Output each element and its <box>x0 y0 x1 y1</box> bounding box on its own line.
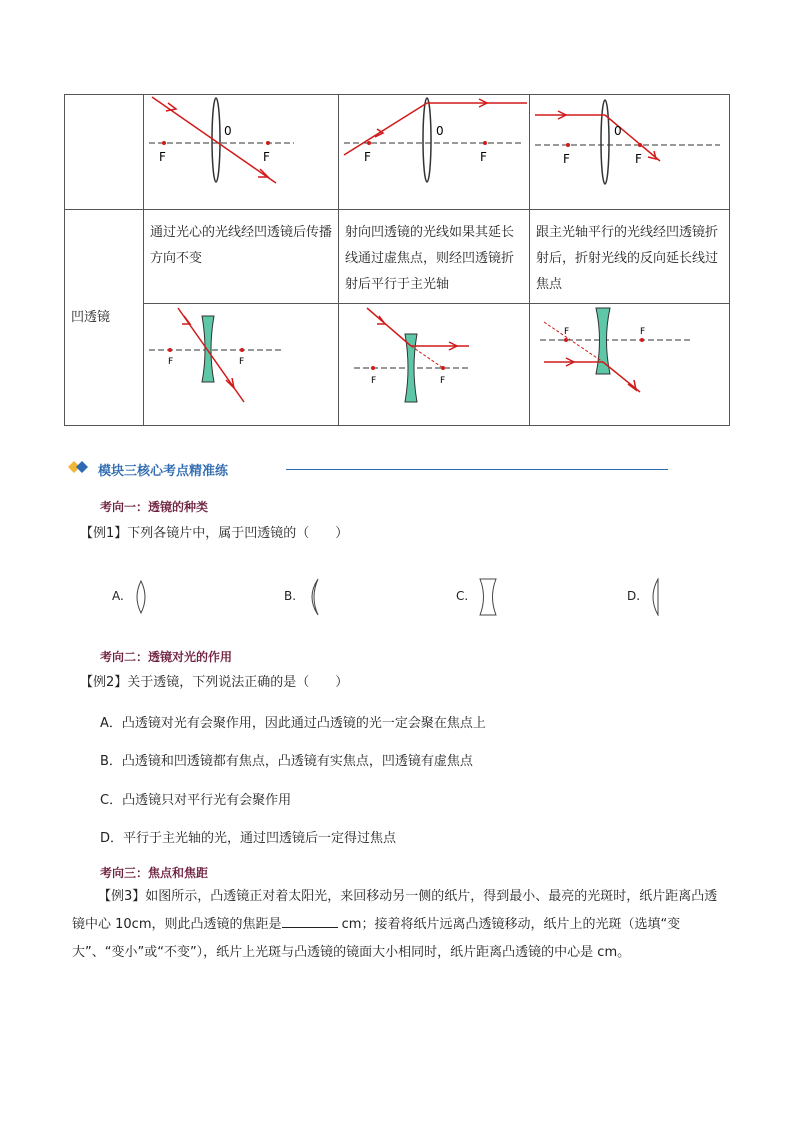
answer-blank[interactable] <box>282 915 338 928</box>
option-label-c: C. <box>456 589 469 603</box>
diamond-icon <box>68 461 92 477</box>
optical-center-label: 0 <box>224 124 232 138</box>
concave-diagram-focus <box>339 304 530 426</box>
section-title: 模块三核心考点精准练 <box>98 464 229 479</box>
meniscus-lens-shape <box>304 578 322 616</box>
lens-rules-table <box>64 94 730 426</box>
planoconvex-lens-shape <box>648 578 662 616</box>
question-3 <box>72 883 728 967</box>
concave-parallel-ray-svg <box>530 304 730 424</box>
question-1: 【例1】下列各镜片中，属于凹透镜的（ ） <box>80 526 349 541</box>
topic-heading-1: 考向一：透镜的种类 <box>100 500 209 514</box>
topic-heading-3: 考向三：焦点和焦距 <box>100 866 209 880</box>
option-2b: B．凸透镜和凹透镜都有焦点，凸透镜有实焦点，凹透镜有虚焦点 <box>100 754 473 769</box>
option-2c: C．凸透镜只对平行光有会聚作用 <box>100 793 292 808</box>
focus-label: F <box>563 152 570 166</box>
question-3-part2: cm；接着将纸片远离凸透镜移动，纸片上的光斑（选填“变大”、“变小”或“不变”），纸片上光斑与凸透镜的镜面大小相同时，纸片距离凸透镜的中心是 cm。 <box>72 917 681 960</box>
focus-label: F <box>239 357 245 367</box>
concave-rule-1: 通过光心的光线经凹透镜后传播方向不变 <box>144 210 339 304</box>
option-label-a: A. <box>112 589 124 603</box>
row-header-concave: 凹透镜 <box>65 210 144 426</box>
convex-diagram-parallel <box>530 95 730 210</box>
focus-label: F <box>168 357 174 367</box>
section-header <box>68 456 608 482</box>
option-2d: D．平行于主光轴的光，通过凹透镜后一定得过焦点 <box>100 831 397 846</box>
focus-label: F <box>564 327 570 337</box>
focus-label: F <box>640 327 646 337</box>
empty-cell <box>65 95 144 210</box>
question-2: 【例2】关于透镜，下列说法正确的是（ ） <box>80 675 349 690</box>
convex-parallel-ray-svg <box>530 95 730 209</box>
focus-label: F <box>371 376 377 386</box>
biconcave-lens-shape <box>478 578 498 616</box>
concave-center-ray-svg <box>144 304 339 424</box>
topic-heading-2: 考向二：透镜对光的作用 <box>100 650 233 664</box>
concave-rule-3: 跟主光轴平行的光线经凹透镜折射后，折射光线的反向延长线过焦点 <box>530 210 730 304</box>
concave-diagram-parallel <box>530 304 730 426</box>
option-2a: A．凸透镜对光有会聚作用，因此通过凸透镜的光一定会聚在焦点上 <box>100 716 486 731</box>
focus-label: F <box>364 150 371 164</box>
focus-label: F <box>440 376 446 386</box>
optical-center-label: 0 <box>436 124 444 138</box>
option-label-d: D. <box>627 589 641 603</box>
focus-label: F <box>263 150 270 164</box>
concave-diagram-center <box>144 304 339 426</box>
optical-center-label: 0 <box>614 124 622 138</box>
focus-label: F <box>159 150 166 164</box>
convex-focus-ray-svg <box>339 95 530 209</box>
convex-diagram-center <box>144 95 339 210</box>
focus-label: F <box>480 150 487 164</box>
biconvex-lens-shape <box>134 580 148 614</box>
section-divider <box>286 469 668 470</box>
concave-focus-ray-svg <box>339 304 530 424</box>
option-label-b: B. <box>284 589 297 603</box>
focus-label: F <box>635 152 642 166</box>
convex-diagram-focus <box>339 95 530 210</box>
convex-center-ray-svg <box>144 95 339 209</box>
concave-rule-2: 射向凹透镜的光线如果其延长线通过虚焦点，则经凹透镜折射后平行于主光轴 <box>339 210 530 304</box>
question-3-part1: 【例3】如图所示，凸透镜正对着太阳光，来回移动另一侧的纸片，得到最小、最亮的光斑时，纸片距离凸透镜中心 10cm，则此凸透镜的焦距是 <box>72 889 718 932</box>
